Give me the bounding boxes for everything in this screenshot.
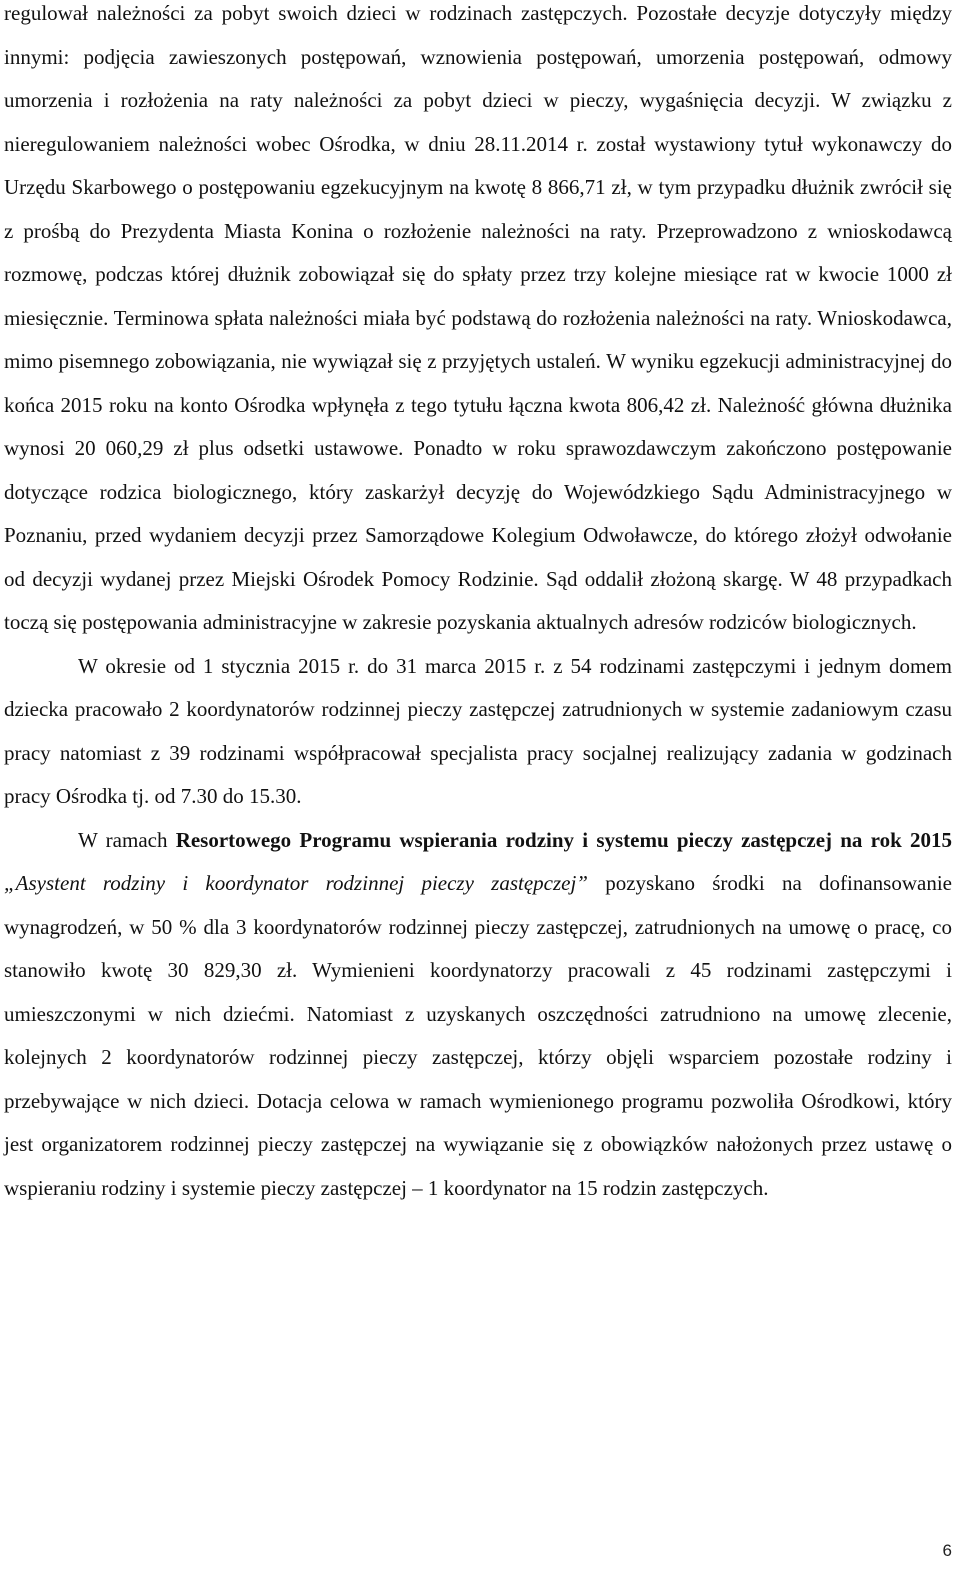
program-title-italic: „Asystent rodziny i koordynator rodzinnej pieczy zastępczej”	[4, 871, 588, 895]
program-name-bold: Resortowego Programu wspierania rodziny i systemu pieczy zastępczej na rok 2015	[175, 827, 952, 852]
paragraph-body-text: pozyskano środki na dofinansowanie wynagrodzeń, w 50 % dla 3 koordynatorów rodzinnej pieczy zastępczej, zatrudnionych na umowę o pracę, co stanowiło kwotę 30 829,30 zł. Wymienieni koordynatorzy pracowali z 45 rodzinami zastępczymi i umieszczonymi w nich dziećmi. Natomiast z uzyskanych oszczędności zatrudniono na umowę zlecenie, kolejnych 2 koordynatorów rodzinnej pieczy zastępczej, którzy objęli wsparciem pozostałe rodziny i przebywające w nich dzieci. Dotacja celowa w ramach wymienionego programu pozwoliła Ośrodkowi, który jest organizatorem rodzinnej pieczy zastępczej na wywiązanie się z obowiązków nałożonych przez ustawę o wspieraniu rodziny i systemie pieczy zastępczej – 1 koordynator na 15 rodzin zastępczych.	[4, 871, 952, 1200]
page-number: 6	[942, 1541, 952, 1560]
paragraph-program-funding	[4, 819, 952, 1211]
paragraph-intro-text: W ramach	[78, 827, 176, 852]
document-page	[4, 0, 952, 1210]
paragraph-decisions: regulował należności za pobyt swoich dzieci w rodzinach zastępczych. Pozostałe decyzje dotyczyły między innymi: podjęcia zawieszonych postępowań, wznowienia postępowań, umorzenia postępowań, odmowy umorzenia i rozłożenia na raty należności za pobyt dzieci w pieczy, wygaśnięcia decyzji. W związku z nieregulowaniem należności wobec Ośrodka, w dniu 28.11.2014 r. został wystawiony tytuł wykonawczy do Urzędu Skarbowego o postępowaniu egzekucyjnym na kwotę 8 866,71 zł, w tym przypadku dłużnik zwrócił się z prośbą do Prezydenta Miasta Konina o rozłożenie należności na raty. Przeprowadzono z wnioskodawcą rozmowę, podczas której dłużnik zobowiązał się do spłaty przez trzy kolejne miesiące rat w kwocie 1000 zł miesięcznie. Terminowa spłata należności miała być podstawą do rozłożenia należności na raty. Wnioskodawca, mimo pisemnego zobowiązania, nie wywiązał się z przyjętych ustaleń. W wyniku egzekucji administracyjnej do końca 2015 roku na konto Ośrodka wpłynęła z tego tytułu łączna kwota 806,42 zł. Należność główna dłużnika wynosi 20 060,29 zł plus odsetki ustawowe. Ponadto w roku sprawozdawczym zakończono postępowanie dotyczące rodzica biologicznego, który zaskarżył decyzję do Wojewódzkiego Sądu Administracyjnego w Poznaniu, przed wydaniem decyzji przez Samorządowe Kolegium Odwoławcze, do którego złożył odwołanie od decyzji wydanej przez Miejski Ośrodek Pomocy Rodzinie. Sąd oddalił złożoną skargę. W 48 przypadkach toczą się postępowania administracyjne w zakresie pozyskania aktualnych adresów rodziców biologicznych.	[4, 1, 952, 634]
paragraph-coordinators-q1: W okresie od 1 stycznia 2015 r. do 31 marca 2015 r. z 54 rodzinami zastępczymi i jednym domem dziecka pracowało 2 koordynatorów rodzinnej pieczy zastępczej zatrudnionych w systemie zadaniowym czasu pracy natomiast z 39 rodzinami współpracował specjalista pracy socjalnej realizujący zadania w godzinach pracy Ośrodka tj. od 7.30 do 15.30.	[4, 653, 952, 808]
